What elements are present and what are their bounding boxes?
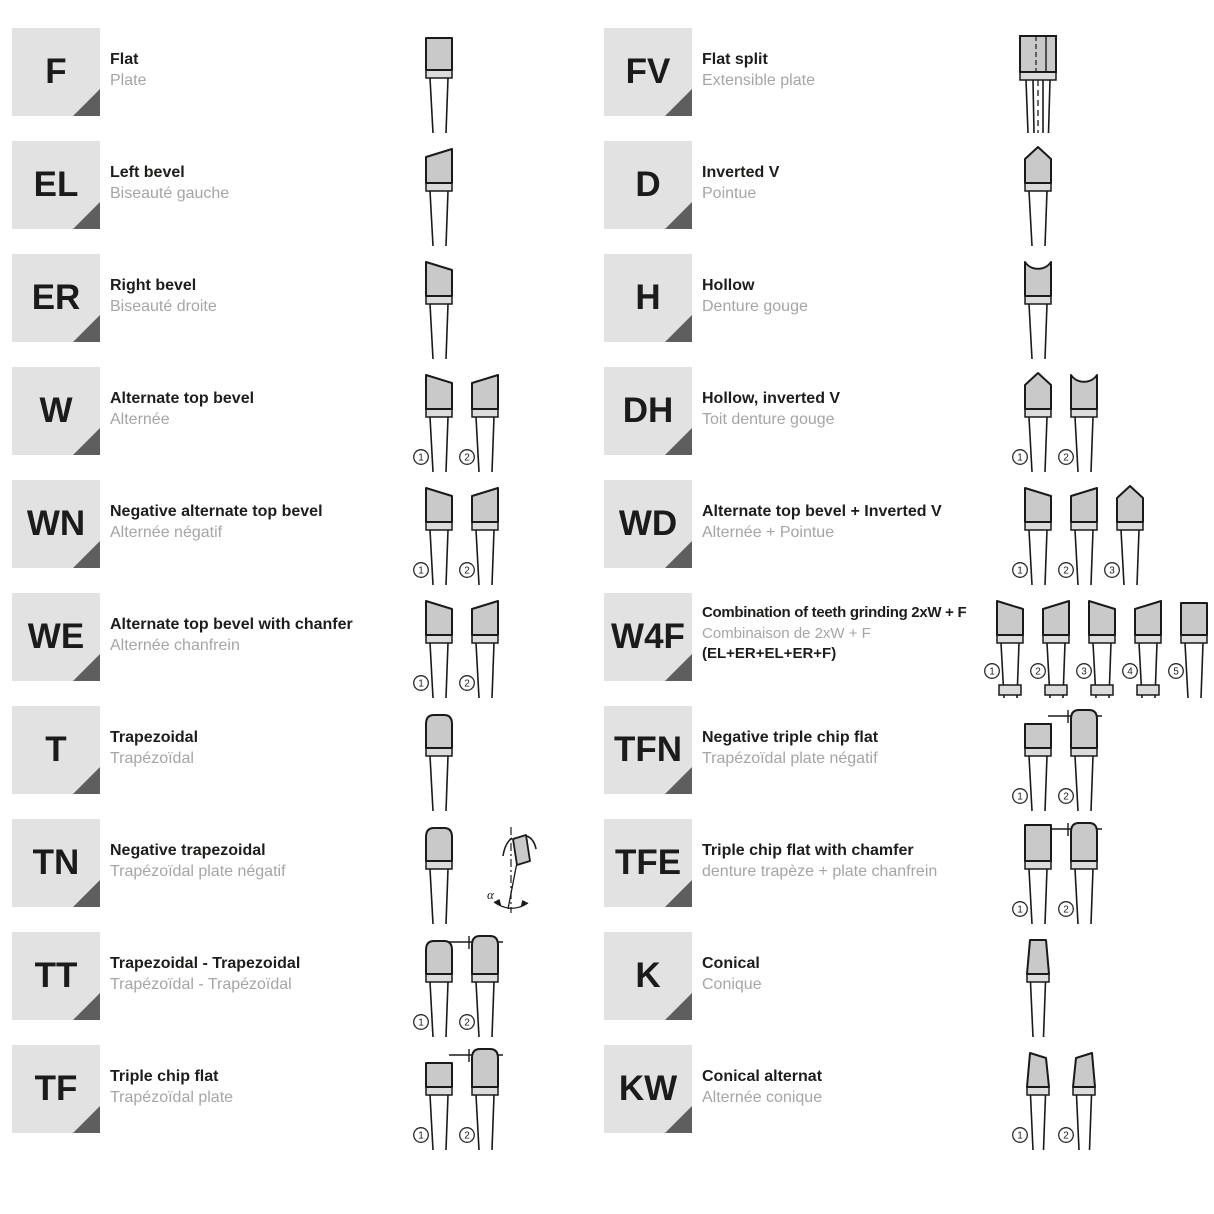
type-code: TT: [34, 956, 78, 995]
tooth-type-title: Trapezoidal - Trapezoidal: [110, 955, 301, 972]
tooth-type-subtitle-fr: Pointue: [702, 185, 757, 202]
badge-corner-triangle-icon: [73, 767, 100, 794]
tooth-type-title: Alternate top bevel + Inverted V: [702, 503, 942, 520]
catalog-row-d: [592, 141, 1214, 229]
tooth-profile-illustration: [395, 706, 459, 812]
tooth-type-subtitle-fr: Trapézoïdal - Trapézoïdal: [110, 976, 292, 993]
tooth-type-title: Negative alternate top bevel: [110, 503, 323, 520]
tooth-type-subtitle-fr: Conique: [702, 976, 762, 993]
type-code-badge: [604, 28, 692, 116]
trapezoid-tooth-shape: [426, 715, 452, 811]
tooth-number: 2: [1063, 565, 1069, 577]
tooth-type-subtitle-fr: Trapézoïdal plate: [110, 1089, 234, 1106]
tooth-type-subtitle-fr: Alternée chanfrein: [110, 637, 240, 654]
row-labels: [110, 141, 395, 204]
tooth-number: 2: [1035, 666, 1041, 678]
hollow-inverted-v-teeth-icon: [1012, 371, 1104, 473]
bevel-up-right-tooth-shape: [426, 149, 452, 246]
flat-tooth-shape: [426, 38, 452, 133]
tooth-profile-illustration: [984, 254, 1058, 360]
trapezoid-tall-tooth-shape: [460, 1049, 498, 1150]
hollow-tooth-shape: [1059, 375, 1097, 472]
bevel-up-left-tooth-shape: [414, 488, 452, 585]
tooth-type-subtitle-fr: Trapézoïdal: [110, 750, 194, 767]
badge-corner-triangle-icon: [73, 428, 100, 455]
catalog-row-er: [0, 254, 592, 342]
combination-2xw-f-teeth-icon: [984, 597, 1214, 699]
tooth-number: 2: [464, 565, 470, 577]
type-code-badge: [604, 367, 692, 455]
inverted-v-tooth-icon: [1012, 145, 1058, 247]
hollow-tooth-icon: [1012, 258, 1058, 360]
type-code: W4F: [611, 617, 685, 656]
catalog-right-column: [592, 0, 1214, 1158]
right-bevel-tooth-icon: [413, 258, 459, 360]
tooth-profile-illustration: [984, 480, 1150, 586]
trapezoid-tall-tooth-shape: [460, 936, 498, 1037]
pointed-tooth-shape: [1013, 373, 1051, 472]
tooth-number: 4: [1127, 666, 1133, 678]
tooth-number: 1: [1017, 565, 1023, 577]
badge-corner-triangle-icon: [73, 993, 100, 1020]
type-code-badge: [12, 141, 100, 229]
tooth-number: 2: [1063, 791, 1069, 803]
type-code-badge: [12, 28, 100, 116]
type-code: TFE: [614, 843, 682, 882]
badge-corner-triangle-icon: [665, 428, 692, 455]
tooth-type-subtitle-fr: Alternée conique: [702, 1089, 823, 1106]
catalog-row-tfe: [592, 819, 1214, 916]
catalog-row-k: [592, 932, 1214, 1020]
tooth-type-subtitle-fr: Alternée + Pointue: [702, 524, 835, 541]
conical-tooth-icon: [1012, 936, 1058, 1038]
badge-corner-triangle-icon: [665, 993, 692, 1020]
type-code-badge: [604, 819, 692, 907]
row-labels: [110, 28, 395, 91]
catalog-row-t: [0, 706, 592, 794]
tooth-number: 2: [464, 1130, 470, 1142]
tooth-type-subtitle-fr: Toit denture gouge: [702, 411, 835, 428]
row-labels: [110, 932, 395, 995]
tooth-number: 2: [464, 452, 470, 464]
type-code: K: [635, 956, 661, 995]
tooth-number: 1: [1017, 791, 1023, 803]
tooth-profile-illustration: [984, 28, 1058, 134]
badge-corner-triangle-icon: [665, 767, 692, 794]
tooth-type-title: Combination of teeth grinding 2xW + F: [702, 604, 967, 621]
type-code-badge: [12, 593, 100, 681]
tooth-number: 1: [989, 666, 995, 678]
tooth-profile-illustration: [984, 141, 1058, 247]
catalog-row-kw: [592, 1045, 1214, 1142]
tooth-number: 2: [1063, 452, 1069, 464]
bevel-up-left-tooth-shape: [985, 601, 1023, 698]
tooth-type-subtitle-fr: Biseauté gauche: [110, 185, 230, 202]
type-code-badge: [12, 254, 100, 342]
catalog-row-wd: [592, 480, 1214, 577]
type-code: D: [635, 165, 661, 204]
tooth-profile-illustration: [984, 1045, 1104, 1151]
tooth-number: 2: [1063, 1130, 1069, 1142]
row-labels: [110, 367, 395, 430]
type-code: WN: [26, 504, 86, 543]
tooth-type-title: Hollow: [702, 277, 755, 294]
bevel-up-left-tooth-shape: [1013, 488, 1051, 585]
catalog-row-tt: [0, 932, 592, 1029]
type-code-badge: [12, 1045, 100, 1133]
row-labels: [702, 593, 984, 664]
tooth-profile-illustration: [984, 819, 1104, 925]
tooth-type-subtitle-fr: Alternée négatif: [110, 524, 223, 541]
negative-rake-angle-diagram: [487, 827, 536, 913]
type-code: TF: [34, 1069, 78, 1108]
catalog-row-wn: [0, 480, 592, 577]
row-labels: [110, 254, 395, 317]
row-labels: [702, 480, 984, 543]
tooth-number: 1: [418, 678, 424, 690]
row-labels: [702, 1045, 984, 1108]
flat-low-tooth-shape: [1013, 724, 1051, 811]
row-labels: [110, 706, 395, 769]
tooth-type-title: Alternate top bevel: [110, 390, 255, 407]
row-labels: [702, 932, 984, 995]
flat-tooth-shape: [1169, 603, 1207, 698]
alternate-bevel-inverted-v-teeth-icon: [1012, 484, 1150, 586]
tooth-number: 1: [418, 1130, 424, 1142]
bevel-up-right-tooth-shape: [1031, 601, 1069, 698]
alternate-top-bevel-chamfer-teeth-icon: [413, 597, 505, 699]
type-code: WD: [618, 504, 678, 543]
type-code-badge: [12, 706, 100, 794]
type-code: FV: [625, 52, 671, 91]
pointed-tooth-shape: [1025, 147, 1051, 246]
badge-corner-triangle-icon: [665, 202, 692, 229]
type-code-badge: [604, 141, 692, 229]
bevel-up-right-tooth-shape: [1059, 488, 1097, 585]
type-code-badge: [604, 706, 692, 794]
badge-corner-triangle-icon: [73, 89, 100, 116]
type-code-badge: [604, 593, 692, 681]
badge-corner-triangle-icon: [73, 202, 100, 229]
type-code-badge: [604, 932, 692, 1020]
badge-corner-triangle-icon: [665, 541, 692, 568]
pointed-tooth-shape: [1105, 486, 1143, 585]
catalog-row-el: [0, 141, 592, 229]
tooth-type-subtitle-fr: Plate: [110, 72, 147, 89]
badge-corner-triangle-icon: [665, 880, 692, 907]
catalog-row-dh: [592, 367, 1214, 464]
flat-tooth-icon: [413, 32, 459, 134]
type-code-badge: [604, 480, 692, 568]
tooth-type-title: Flat: [110, 51, 139, 68]
conical-tooth-shape: [1027, 940, 1049, 1037]
badge-corner-triangle-icon: [73, 880, 100, 907]
conical-up-right-tooth-shape: [1059, 1053, 1095, 1150]
type-code-badge: [604, 254, 692, 342]
type-code-badge: [12, 819, 100, 907]
tooth-type-subtitle-fr: Trapézoïdal plate négatif: [702, 750, 878, 767]
badge-corner-triangle-icon: [665, 654, 692, 681]
tooth-number: 3: [1109, 565, 1115, 577]
type-code: WE: [27, 617, 85, 656]
tooth-type-title: Negative triple chip flat: [702, 729, 879, 746]
tooth-profile-illustration: [395, 1045, 505, 1151]
tooth-type-subtitle-fr: Alternée: [110, 411, 170, 428]
flat-tall-tooth-shape: [1013, 825, 1051, 924]
tooth-type-subtitle-fr: Denture gouge: [702, 298, 808, 315]
type-code-badge: [604, 1045, 692, 1133]
badge-corner-triangle-icon: [665, 1106, 692, 1133]
tooth-profile-illustration: [984, 367, 1104, 473]
tooth-number: 2: [464, 1017, 470, 1029]
catalog-row-w: [0, 367, 592, 464]
type-code: KW: [618, 1069, 678, 1108]
triple-chip-flat-teeth-icon: [413, 1049, 505, 1151]
bevel-up-left-tooth-shape: [1077, 601, 1115, 698]
catalog-row-fv: [592, 28, 1214, 116]
tooth-type-subtitle-fr: Combinaison de 2xW + F: [702, 625, 871, 642]
tooth-number: 2: [464, 678, 470, 690]
row-labels: [110, 593, 395, 656]
tooth-profile-illustration: [395, 254, 459, 360]
tooth-type-subtitle-fr: Biseauté droite: [110, 298, 217, 315]
trapezoidal-tooth-icon: [413, 710, 459, 812]
tooth-profile-illustration: [395, 932, 505, 1038]
tooth-type-subtitle-fr: denture trapèze + plate chanfrein: [702, 863, 938, 880]
trapezoid-tooth-shape: [414, 941, 452, 1037]
type-code: TN: [32, 843, 80, 882]
tooth-profile-illustration: [395, 141, 459, 247]
flat-split-tooth-icon: [1012, 32, 1058, 134]
tooth-type-title: Triple chip flat: [110, 1068, 219, 1085]
type-code: DH: [622, 391, 674, 430]
type-code: ER: [31, 278, 81, 317]
badge-corner-triangle-icon: [665, 89, 692, 116]
catalog-row-h: [592, 254, 1214, 342]
bevel-up-right-tooth-shape: [1123, 601, 1161, 698]
trapezoid-tall-tooth-shape: [1059, 710, 1097, 811]
tooth-number: 1: [1017, 452, 1023, 464]
bevel-up-right-tooth-shape: [460, 488, 498, 585]
tooth-type-title: Conical: [702, 955, 760, 972]
tooth-profile-illustration: [984, 593, 1214, 699]
row-labels: [110, 1045, 395, 1108]
bevel-up-left-tooth-shape: [414, 601, 452, 698]
catalog-row-f: [0, 28, 592, 116]
negative-triple-chip-flat-teeth-icon: [1012, 710, 1104, 812]
tooth-type-title: Alternate top bevel with chanfer: [110, 616, 353, 633]
tooth-profile-illustration: [395, 593, 505, 699]
tooth-type-title: Hollow, inverted V: [702, 390, 841, 407]
type-code-badge: [12, 480, 100, 568]
tooth-number: 3: [1081, 666, 1087, 678]
tooth-number: 2: [1063, 904, 1069, 916]
type-code-badge: [12, 932, 100, 1020]
tooth-type-title: Triple chip flat with chamfer: [702, 842, 914, 859]
negative-alternate-top-bevel-teeth-icon: [413, 484, 505, 586]
type-code-badge: [12, 367, 100, 455]
conical-up-left-tooth-shape: [1013, 1053, 1049, 1150]
flat-low-tooth-shape: [414, 1063, 452, 1150]
alternate-top-bevel-teeth-icon: [413, 371, 505, 473]
alpha-angle-label: α: [487, 887, 494, 902]
bevel-up-left-tooth-shape: [426, 262, 452, 359]
catalog-left-column: [0, 0, 592, 1158]
trapezoidal-trapezoidal-teeth-icon: [413, 936, 505, 1038]
badge-corner-triangle-icon: [73, 1106, 100, 1133]
row-labels: [110, 819, 395, 882]
type-code: H: [635, 278, 661, 317]
left-bevel-tooth-icon: [413, 145, 459, 247]
tooth-number: 5: [1173, 666, 1179, 678]
negative-trapezoidal-tooth-icon: [413, 823, 547, 925]
triple-chip-flat-chamfer-teeth-icon: [1012, 823, 1104, 925]
row-labels: [702, 28, 984, 91]
bevel-up-right-tooth-shape: [460, 601, 498, 698]
hollow-tooth-shape: [1025, 262, 1051, 359]
row-labels: [702, 141, 984, 204]
tooth-type-title: Inverted V: [702, 164, 780, 181]
tooth-type-subtitle-fr: Extensible plate: [702, 72, 815, 89]
catalog-row-we: [0, 593, 592, 690]
bevel-up-left-tooth-shape: [414, 375, 452, 472]
row-labels: [702, 819, 984, 882]
type-code: W: [39, 391, 73, 430]
type-code: T: [45, 730, 67, 769]
catalog-row-tfn: [592, 706, 1214, 803]
type-code: F: [45, 52, 67, 91]
tooth-type-title: Flat split: [702, 51, 768, 68]
tooth-type-note: (EL+ER+EL+ER+F): [702, 645, 837, 662]
tooth-profile-illustration: [395, 480, 505, 586]
badge-corner-triangle-icon: [73, 315, 100, 342]
row-labels: [702, 367, 984, 430]
badge-corner-triangle-icon: [665, 315, 692, 342]
type-code: TFN: [613, 730, 683, 769]
badge-corner-triangle-icon: [73, 654, 100, 681]
type-code: EL: [33, 165, 79, 204]
tooth-number: 1: [418, 565, 424, 577]
tooth-profile-illustration: [395, 367, 505, 473]
bevel-up-right-tooth-shape: [460, 375, 498, 472]
tooth-type-title: Left bevel: [110, 164, 185, 181]
tooth-type-subtitle-fr: Trapézoïdal plate négatif: [110, 863, 286, 880]
row-labels: [702, 254, 984, 317]
tooth-number: 1: [418, 452, 424, 464]
tooth-number: 1: [1017, 1130, 1023, 1142]
row-labels: [110, 480, 395, 543]
tooth-profile-illustration: [395, 28, 459, 134]
tooth-profile-illustration: [984, 706, 1104, 812]
tooth-type-title: Right bevel: [110, 277, 197, 294]
trapezoid-tooth-shape: [426, 828, 452, 924]
catalog-row-w4f: [592, 593, 1214, 681]
tooth-number: 1: [1017, 904, 1023, 916]
tooth-profile-illustration: [395, 819, 547, 925]
conical-alternate-teeth-icon: [1012, 1049, 1104, 1151]
tooth-profile-illustration: [984, 932, 1058, 1038]
badge-corner-triangle-icon: [73, 541, 100, 568]
tooth-type-title: Negative trapezoidal: [110, 842, 266, 859]
catalog-row-tf: [0, 1045, 592, 1142]
tooth-type-title: Conical alternat: [702, 1068, 823, 1085]
row-labels: [702, 706, 984, 769]
tooth-number: 1: [418, 1017, 424, 1029]
tooth-type-title: Trapezoidal: [110, 729, 199, 746]
trapezoid-tall-tooth-shape: [1059, 823, 1097, 924]
catalog-row-tn: [0, 819, 592, 907]
